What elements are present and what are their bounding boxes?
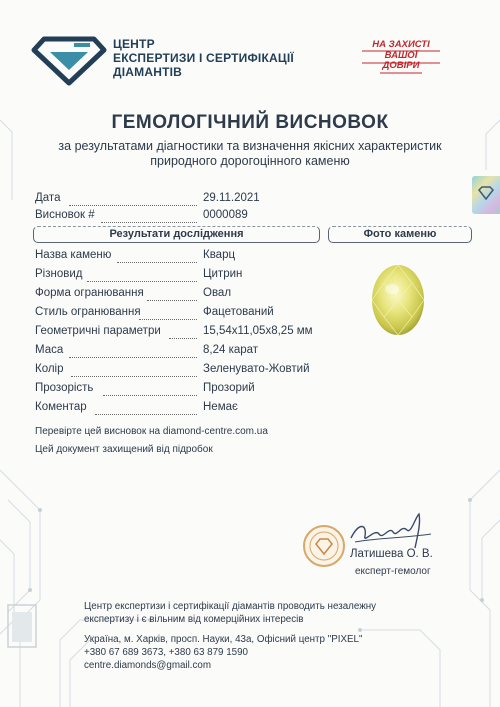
stamp-line1: НА ЗАХИСТІ xyxy=(372,39,430,50)
org-name-line1: ЦЕНТР xyxy=(113,37,155,51)
official-seal-icon xyxy=(302,524,346,568)
organization-name xyxy=(113,37,294,79)
field-value: Немає xyxy=(203,401,238,413)
document-subtitle xyxy=(0,139,500,169)
date-label: Дата xyxy=(35,192,61,204)
footer-address: Україна, м. Харків, просп. Науки, 43а, Офісний центр "PIXEL" xyxy=(84,634,363,645)
hologram-diamond-icon xyxy=(478,186,494,200)
field-label: Стиль огранювання xyxy=(35,306,141,318)
stamp-line3: ДОВІРИ xyxy=(382,60,420,71)
field-value: Зеленувато-Жовтий xyxy=(203,363,310,375)
field-value: Цитрин xyxy=(203,268,243,280)
protection-note: Цей документ захищений від підробок xyxy=(35,444,213,455)
leader-dots xyxy=(169,325,197,339)
subtitle-line2: природного дорогоцінного каменю xyxy=(150,154,350,168)
field-value: Овал xyxy=(203,287,232,299)
results-section-header: Результати дослідження xyxy=(33,226,320,243)
diamond-logo-icon xyxy=(30,36,108,86)
field-value: Кварц xyxy=(203,249,236,261)
field-label: Маса xyxy=(35,344,64,356)
verify-site-link[interactable]: diamond-centre.com.ua xyxy=(162,426,268,437)
leader-dots xyxy=(87,268,197,282)
field-value: Фацетований xyxy=(203,306,274,318)
leader-dots xyxy=(69,192,197,206)
leader-dots xyxy=(95,401,197,415)
field-row-variety xyxy=(35,268,243,280)
footer-statement-line2: експертизу і є вільним від комерційних інтересів xyxy=(84,614,304,625)
expert-title: експерт-гемолог xyxy=(355,566,431,577)
org-name-line2: ЕКСПЕРТИЗИ І СЕРТИФІКАЦІЇ xyxy=(113,51,294,65)
footer-phones: +380 67 689 3673, +380 63 879 1590 xyxy=(84,647,248,658)
conclusion-number-label: Висновок # xyxy=(35,209,95,221)
conclusion-number-value: 0000089 xyxy=(203,209,248,221)
footer-statement-line1: Центр експертизи і сертифікації діамантів проводить незалежну xyxy=(84,601,377,612)
field-row-mass xyxy=(35,344,259,356)
org-name-line3: ДІАМАНТІВ xyxy=(113,65,183,79)
leader-dots xyxy=(147,287,197,301)
field-row-comment xyxy=(35,401,238,413)
field-value: 15,54x11,05x8,25 мм xyxy=(203,325,313,337)
stamp-line2: ВАШОЇ xyxy=(384,49,418,61)
leader-dots xyxy=(71,363,197,377)
footer-email[interactable]: centre.diamonds@gmail.com xyxy=(84,660,212,671)
leader-dots xyxy=(117,249,197,263)
field-label: Форма огранювання xyxy=(35,287,144,299)
field-row-cut-style xyxy=(35,306,274,318)
gemstone-photo xyxy=(370,263,426,337)
conclusion-number-row xyxy=(35,209,248,221)
date-value: 29.11.2021 xyxy=(203,192,260,204)
field-label: Колір xyxy=(35,363,64,375)
verify-note-text: Перевірте цей висновок на xyxy=(35,426,163,437)
leader-dots xyxy=(139,306,197,320)
leader-dots xyxy=(103,382,197,396)
leader-dots xyxy=(101,209,197,223)
field-label: Прозорість xyxy=(35,382,94,394)
signature-handwritten xyxy=(345,508,435,552)
verify-note xyxy=(35,426,268,437)
date-row xyxy=(35,192,260,204)
field-label: Назва каменю xyxy=(35,249,112,261)
field-value: 8,24 карат xyxy=(203,344,259,356)
field-row-color xyxy=(35,363,310,375)
trust-stamp-text xyxy=(360,40,442,72)
expert-name: Латишева О. В. xyxy=(350,548,433,560)
leader-dots xyxy=(69,344,197,358)
field-value: Прозорий xyxy=(203,382,255,394)
field-label: Коментар xyxy=(35,401,87,413)
field-row-cut-shape xyxy=(35,287,232,299)
subtitle-line1: за результатами діагностики та визначення якісних характеристик xyxy=(58,139,442,153)
field-row-stone-name xyxy=(35,249,236,261)
document-title: ГЕМОЛОГІЧНИЙ ВИСНОВОК xyxy=(111,112,389,133)
field-row-dimensions xyxy=(35,325,313,337)
photo-section-header: Фото каменю xyxy=(328,226,472,243)
field-label: Геометричні параметри xyxy=(35,325,161,337)
field-label: Різновид xyxy=(35,268,83,280)
field-row-transparency xyxy=(35,382,255,394)
